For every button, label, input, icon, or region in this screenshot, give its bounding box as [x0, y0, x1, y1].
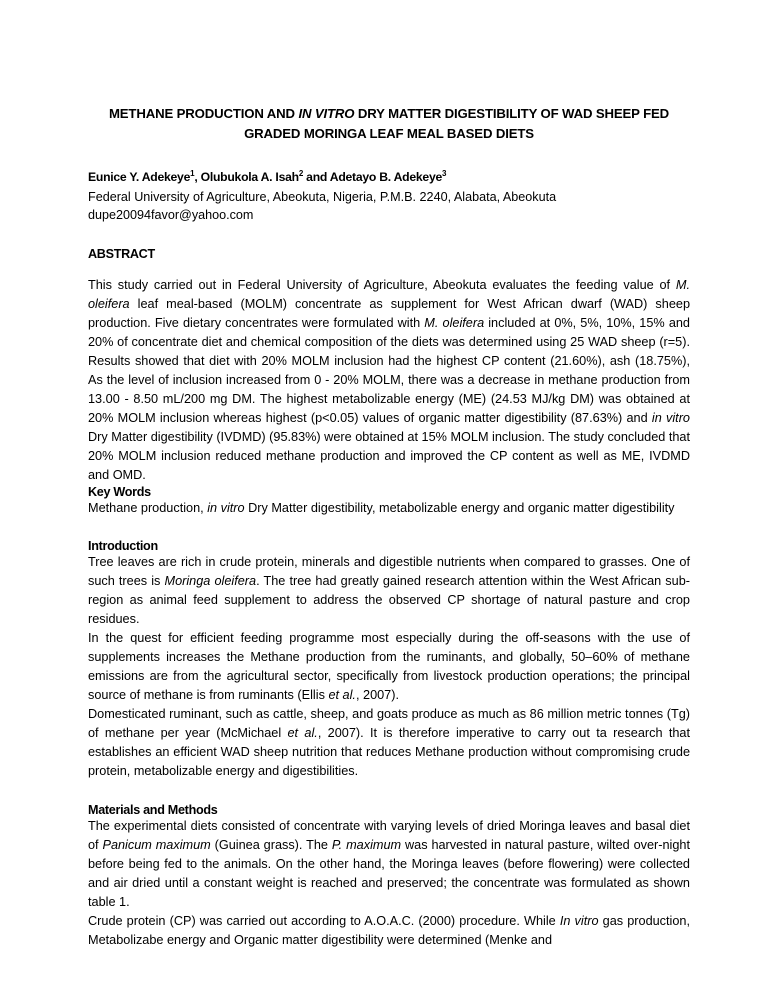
methods-p2-italic-in-vitro: In vitro — [559, 913, 599, 928]
introduction-paragraph-1 — [88, 553, 690, 629]
methods-p2-text-2: gas production, Metabolizabe energy and Organic matter digestibility were determined (Menke and — [88, 913, 691, 947]
methods-p2-text-1: Crude protein (CP) was carried out according to A.O.A.C. (2000) procedure. While — [88, 913, 560, 928]
intro-p1-text-2: . The tree had greatly gained research attention within the West African sub-region as animal feed supplement to address the observed CP shortage of natural pasture and crop residues. — [88, 574, 690, 627]
author-3-name: and Adetayo B. Adekeye — [303, 169, 442, 184]
methods-p1-text-2: (Guinea grass). The — [210, 837, 332, 852]
page-title — [88, 104, 690, 145]
contact-email[interactable]: dupe20094favor@yahoo.com — [88, 208, 254, 223]
keywords-body — [88, 499, 690, 518]
intro-p3-text-1: Domesticated ruminant, such as cattle, sheep, and goats produce as much as 86 million metric tonnes (Tg) of methane per year (McMichael — [88, 707, 690, 741]
author-3-affiliation-marker: 3 — [442, 168, 447, 178]
page-title-italic-in-vitro: IN VITRO — [298, 106, 355, 121]
section-heading-abstract: ABSTRACT — [88, 247, 155, 262]
abstract-text-1: This study carried out in Federal University of Agriculture, Abeokuta evaluates the feeding value of — [88, 278, 676, 293]
intro-p2-italic-et-al: et al. — [328, 688, 356, 703]
methods-p1-text-1: The experimental diets consisted of concentrate with varying levels of dried Moringa leaves and basal diet of — [88, 819, 690, 852]
intro-p3-text-2: , 2007). It is therefore imperative to carry out ta research that establishes an efficient WAD sheep nutrition that reduces Methane production without compromising crude protein, metabolizable energy and digestibilities. — [88, 726, 690, 779]
abstract-italic-m-oleifera-2: M. oleifera — [424, 316, 485, 331]
affiliation: Federal University of Agriculture, Abeokuta, Nigeria, P.M.B. 2240, Alabata, Abeokuta — [88, 189, 557, 204]
keywords-italic-in-vitro: in vitro — [207, 501, 245, 516]
intro-p3-italic-et-al: et al. — [287, 726, 318, 741]
page-title-part-1: METHANE PRODUCTION AND — [108, 106, 299, 121]
abstract-text-2: leaf meal-based (MOLM) concentrate as supplement for West African dwarf (WAD) sheep production. Five dietary concentrates were formulated with — [88, 297, 690, 331]
methods-p1-italic-panicum-maximum: Panicum maximum — [102, 837, 211, 852]
methods-paragraph-2 — [88, 912, 690, 950]
methods-p1-text-3: was harvested in natural pasture, wilted over-night before being fed to the animals. On the other hand, the Moringa leaves (before flowering) were collected and air dried until a constant weight is reached and preserved; the concentrate was formulated as shown table 1. — [88, 837, 691, 909]
author-2-affiliation-marker: 2 — [298, 168, 304, 178]
author-1-name: Eunice Y. Adekeye — [88, 169, 191, 184]
document-content — [88, 104, 690, 950]
keywords-text-1: Methane production, — [88, 501, 208, 516]
page-title-line-2: FED GRADED MORINGA LEAF MEAL BASED DIETS — [244, 106, 670, 142]
introduction-paragraph-3 — [88, 705, 690, 781]
page-title-part-2: DRY MATTER DIGESTIBILITY OF WAD SHEEP — [354, 106, 640, 121]
abstract-text-3: included at 0%, 5%, 10%, 15% and 20% of concentrate diet and chemical composition of the diets was determined using 25 WAD sheep (r=5). Results showed that diet with 20% MOLM inclusion had the highest CP content (21.60%), ash (18.75%), As the level of inclusion increased from 0 - 20% MOLM, there was a decrease in methane production from 13.00 - 8.50 mL/200 mg DM. The highest metabolizable energy (ME) (24.53 MJ/kg DM) was obtained at 20% MOLM inclusion whereas highest (p<0.05) values of organic matter digestibility (87.63%) and — [88, 316, 690, 426]
abstract-body — [88, 276, 690, 485]
section-heading-materials-and-methods: Materials and Methods — [88, 803, 218, 817]
section-heading-keywords: Key Words — [88, 485, 151, 500]
abstract-text-4: Dry Matter digestibility (IVDMD) (95.83%) were obtained at 15% MOLM inclusion. The study concluded that 20% MOLM inclusion reduced methane production and improved the CP content as well as ME, IVDMD and OMD. — [88, 430, 690, 483]
author-1-affiliation-marker: 1 — [190, 168, 195, 178]
methods-paragraph-1 — [88, 817, 690, 912]
intro-p1-text-1: Tree leaves are rich in crude protein, minerals and digestible nutrients when compared to grasses. One of such trees is — [88, 555, 690, 589]
author-2-name: , Olubukola A. Isah — [194, 169, 299, 184]
section-heading-introduction: Introduction — [88, 539, 158, 554]
abstract-italic-m-oleifera-1: M. oleifera — [88, 278, 690, 312]
author-list — [88, 169, 690, 187]
intro-p2-text-1: In the quest for efficient feeding programme most especially during the off-seasons with the use of supplements increases the Methane production from the ruminants, and globally, 50–60% of methane emissions are from the agricultural sector, specifically from livestock production operations; the principal source of methane is from ruminants (Ellis — [88, 631, 690, 703]
keywords-text-2: Dry Matter digestibility, metabolizable energy and organic matter digestibility — [244, 501, 675, 516]
introduction-paragraph-2 — [88, 629, 690, 705]
intro-p2-text-2: , 2007). — [355, 688, 399, 703]
intro-p1-italic-moringa-oleifera: Moringa oleifera — [164, 574, 257, 589]
abstract-italic-in-vitro: in vitro — [651, 411, 690, 426]
methods-p1-italic-p-maximum: P. maximum — [331, 837, 402, 852]
